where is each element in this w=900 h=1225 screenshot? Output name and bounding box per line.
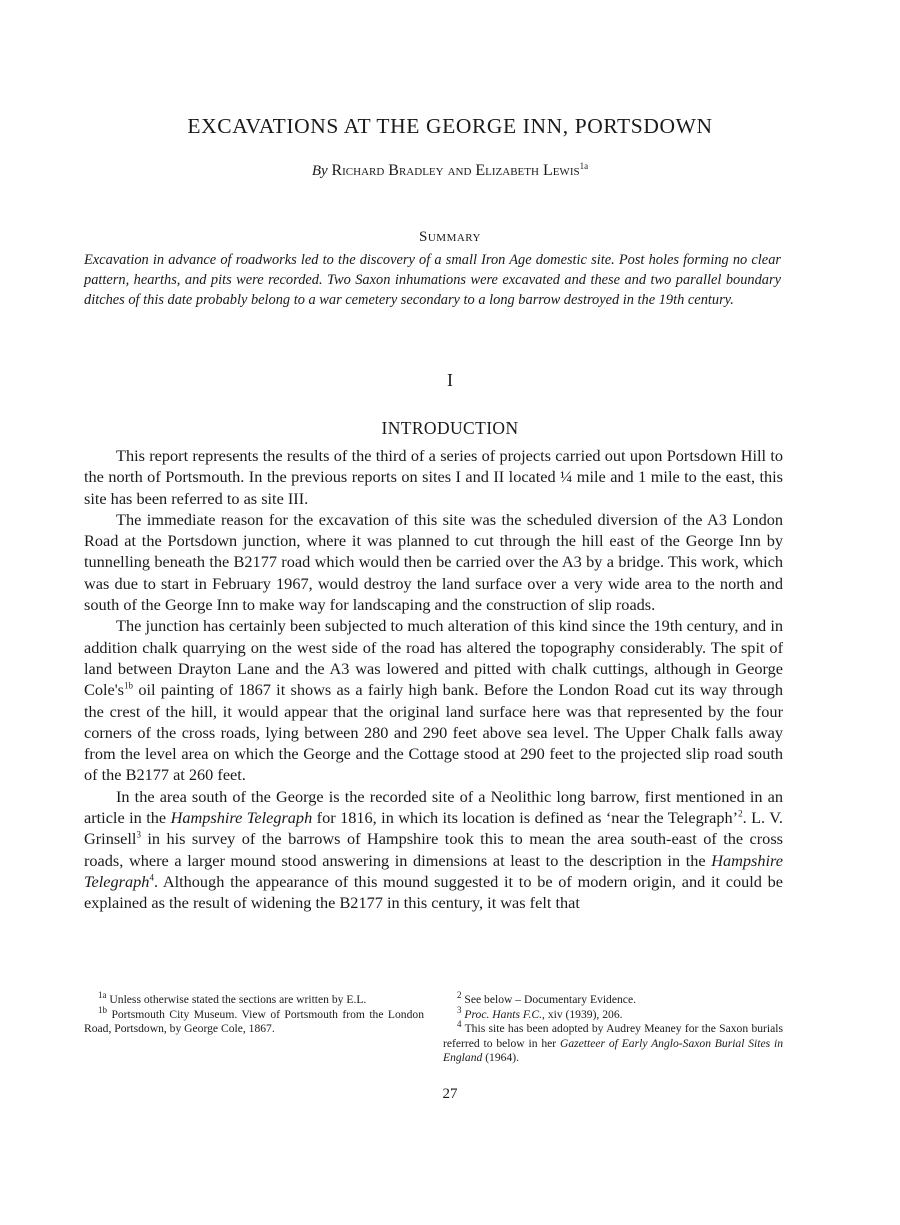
body-text (84, 445, 783, 914)
gazetteer-title: Gazetteer of Early Anglo-Saxon Burial Sites in England (443, 1036, 784, 1065)
footnote-1a-text: Unless otherwise stated the sections are written by E.L. (106, 993, 367, 1006)
summary-text: Excavation in advance of roadworks led to the discovery of a small Iron Age domestic site. Post holes forming no clear pattern, hearths, and pits were recorded. Two Saxon inhumations were excavated and these and two parallel boundary ditches of this date probably belong to a war cemetery secondary to a long barrow destroyed in the 19th century. (84, 252, 781, 308)
footnotes-right-column (443, 990, 784, 1066)
paragraph-2: The immediate reason for the excavation of this site was the scheduled diversion of the A3 London Road at the Portsdown junction, where it was planned to cut through the hill east of the George Inn by tunnelling beneath the B2177 road which would then be carried over the A3 by a bridge. This work, which was due to start in February 1967, would destroy the land surface over a very wide area to the north and south of the George Inn to make way for landscaping and the construction of slip roads. (84, 509, 783, 615)
footnote-marker-3: 3 (457, 1004, 462, 1015)
page-number: 27 (442, 1086, 458, 1102)
footnote-2 (443, 990, 783, 1008)
section-number: I (447, 370, 453, 390)
paragraph-4-part-b: for 1816, in which its location is defined as ‘near the Telegraph’ (312, 808, 739, 828)
footnote-marker-1b: 1b (98, 1004, 107, 1015)
article-title: EXCAVATIONS AT THE GEORGE INN, PORTSDOWN (187, 114, 713, 138)
paragraph-4-part-c: . L. V. Grinsell (84, 808, 783, 849)
footnote-4-text-a: This site has been adopted by Audrey Meaney for the Saxon burials referred to below in her (443, 1022, 783, 1050)
author-footnote-ref: 1a (579, 161, 589, 171)
footnote-ref-3: 3 (136, 829, 141, 840)
footnotes-left-column (84, 990, 424, 1066)
footnote-1b (84, 1004, 424, 1037)
paragraph-3 (84, 615, 783, 785)
footnote-3-text: , xiv (1939), 206. (542, 1007, 623, 1021)
newspaper-title-1: Hampshire Telegraph (170, 808, 313, 828)
footnote-ref-1b: 1b (124, 680, 134, 691)
paragraph-4-part-d: in his survey of the barrows of Hampshire took this to mean the area south-east of the cross roads, where a larger mound stood answering in dimensions at least to the description in the (84, 829, 783, 870)
paragraph-3-part-a: The junction has certainly been subjected to much alteration of this kind since the 19th century, and in addition chalk quarrying on the west side of the road has altered the topography considerably. The spit of land between Drayton Lane and the A3 was lowered and pitted with chalk cuttings, although in George Cole's (84, 616, 783, 700)
paragraph-3-part-b: oil painting of 1867 it shows as a fairly high bank. Before the London Road cut its way through the crest of the hill, it would appear that the original land surface here was that represented by the four corners of the cross roads, lying between 280 and 290 feet above sea level. The Upper Chalk falls away from the level area on which the George and the Cottage stood at 290 feet to the projected slip road south of the B2177 at 260 feet. (84, 680, 783, 785)
footnote-ref-2: 2 (738, 808, 743, 819)
paragraph-1: This report represents the results of the third of a series of projects carried out upon Portsdown Hill to the north of Portsmouth. In the previous reports on sites I and II located ¼ mile and 1 mile to the east, this site has been referred to as site III. (84, 446, 783, 508)
summary-heading: Summary (419, 229, 481, 245)
footnote-marker-1a: 1a (98, 990, 107, 1001)
byline-prefix: By (311, 163, 328, 179)
footnote-marker-4: 4 (457, 1019, 462, 1030)
footnote-1a (84, 990, 424, 1008)
journal-title: Proc. Hants F.C. (461, 1007, 543, 1021)
newspaper-title-2: Hampshire Telegraph (84, 850, 783, 891)
author-names: Richard Bradley and Elizabeth Lewis (331, 162, 580, 179)
footnote-marker-2: 2 (457, 990, 462, 1001)
section-title: INTRODUCTION (381, 418, 519, 438)
footnote-3 (443, 1004, 783, 1023)
paragraph-4-part-a: In the area south of the George is the recorded site of a Neolithic long barrow, first mentioned in an article in the (84, 786, 783, 828)
footnote-4 (443, 1019, 784, 1066)
paragraph-4-part-e: . Although the appearance of this mound suggested it to be of modern origin, and it could be explained as the result of widening the B2177 in this century, it was felt that (84, 871, 783, 913)
footnote-1b-text: Portsmouth City Museum. View of Portsmouth from the London Road, Portsdown, by George Cole, 1867. (84, 1007, 424, 1036)
footnote-4-text-b: (1964). (482, 1051, 520, 1065)
footnotes (84, 990, 784, 1066)
footnote-2-text: See below – Documentary Evidence. (461, 993, 636, 1006)
paragraph-4 (84, 786, 783, 914)
byline (0, 162, 900, 180)
footnote-ref-4: 4 (149, 872, 154, 883)
